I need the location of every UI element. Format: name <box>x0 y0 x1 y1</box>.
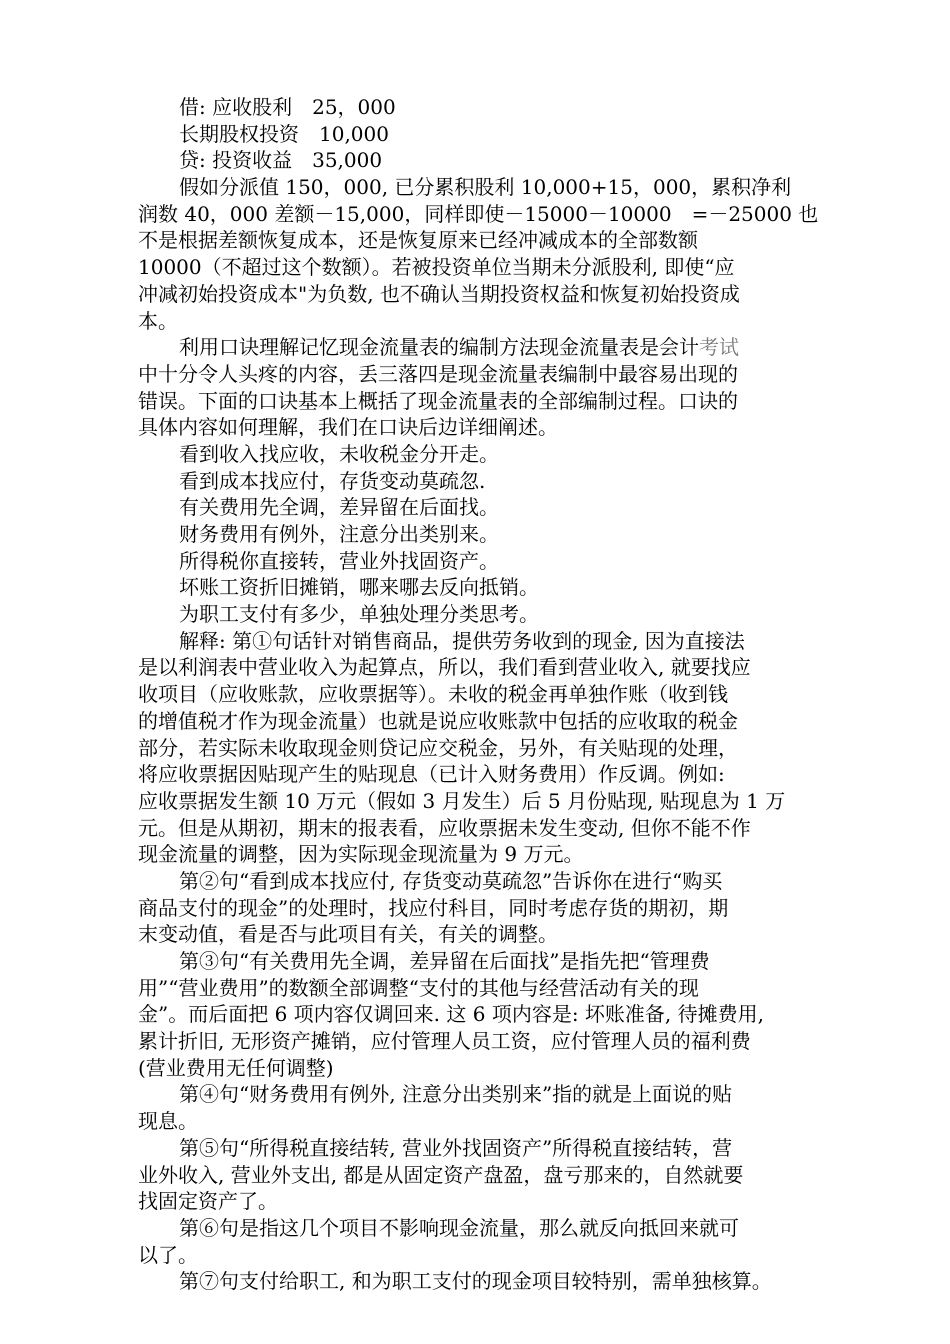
text-line-content: 坏账工资折旧摊销，哪来哪去反向抵销。 <box>179 575 539 600</box>
text-line-content: 本。 <box>138 308 178 333</box>
text-line <box>138 1242 818 1269</box>
text-line-content: 找固定资产了。 <box>138 1189 278 1214</box>
text-line <box>138 334 818 361</box>
text-line <box>138 681 818 708</box>
text-line <box>138 281 818 308</box>
text-line-content: 润数 40，000 差额－15,000，同样即使－15000－10000 =－25000 也 <box>138 201 819 226</box>
text-line <box>138 735 818 762</box>
text-line <box>138 1135 818 1162</box>
text-line <box>138 201 818 228</box>
text-line-content: 冲减初始投资成本"为负数, 也不确认当期投资权益和恢复初始投资成 <box>138 281 740 306</box>
text-line <box>138 1188 818 1215</box>
text-line <box>138 815 818 842</box>
text-line-content: 第③句“有关费用先全调，差异留在后面找”是指先把“管理费 <box>179 949 710 973</box>
text-line-content: 现金流量的调整，因为实际现金现流量为 9 万元。 <box>138 842 584 867</box>
text-line <box>138 388 818 415</box>
text-line <box>138 361 818 388</box>
text-line-content: 用”“营业费用”的数额全部调整“支付的其他与经营活动有关的现 <box>138 975 699 1000</box>
text-line <box>138 574 818 601</box>
text-line-content: 累计折旧, 无形资产摊销，应付管理人员工资，应付管理人员的福利费 <box>138 1029 751 1054</box>
text-line-content: 所得税你直接转，营业外找固资产。 <box>179 548 499 573</box>
text-line <box>138 308 818 335</box>
text-line <box>138 601 818 628</box>
text-line-content: 看到成本找应付，存货变动莫疏忽. <box>179 468 486 493</box>
text-line-content: 现息。 <box>138 1109 198 1134</box>
text-line <box>138 1028 818 1055</box>
text-line-content: 是以利润表中营业收入为起算点，所以，我们看到营业收入, 就要找应 <box>138 655 751 680</box>
text-line <box>138 94 818 121</box>
text-line-content: 第④句“财务费用有例外, 注意分出类别来”指的就是上面说的贴 <box>179 1082 733 1107</box>
text-line-content: 部分，若实际未收取现金则贷记应交税金，另外，有关贴现的处理， <box>138 735 738 760</box>
text-line-content: 解释: 第①句话针对销售商品，提供劳务收到的现金, 因为直接法 <box>179 628 745 653</box>
text-line-content: 财务费用有例外，注意分出类别来。 <box>179 522 499 546</box>
text-line-content: 业外收入, 营业外支出, 都是从固定资产盘盈，盘亏那来的，自然就要 <box>138 1162 744 1187</box>
document-body <box>138 94 818 1295</box>
text-line <box>138 628 818 655</box>
text-line-content: 为职工支付有多少，单独处理分类思考。 <box>179 602 539 627</box>
text-line-content: 中十分令人头疼的内容，丢三落四是现金流量表编制中最容易出现的 <box>138 361 738 386</box>
text-line-content: 应收票据发生额 10 万元（假如 3 月发生）后 5 月份贴现, 贴现息为 1 万 <box>138 788 786 813</box>
text-line-content: 不是根据差额恢复成本，还是恢复原来已经冲减成本的全部数额 <box>138 228 698 253</box>
text-line-content: 借: 应收股利 25，000 <box>179 95 396 119</box>
text-line <box>138 121 818 148</box>
text-line <box>138 548 818 575</box>
text-line <box>138 788 818 815</box>
text-line <box>138 895 818 922</box>
text-line <box>138 441 818 468</box>
text-line <box>138 468 818 495</box>
text-line <box>138 1108 818 1135</box>
text-line <box>138 494 818 521</box>
text-line <box>138 1268 818 1295</box>
text-line-content: 看到收入找应收，未收税金分开走。 <box>179 441 499 466</box>
text-line <box>138 1215 818 1242</box>
text-line-content: 金”。而后面把 6 项内容仅调回来. 这 6 项内容是: 坏账准备, 待摊费用, <box>138 1002 764 1027</box>
text-line <box>138 174 818 201</box>
text-line-content: 以了。 <box>138 1242 198 1267</box>
text-line-content: 将应收票据因贴现产生的贴现息（已计入财务费用）作反调。例如: <box>138 762 725 787</box>
text-line-content: 有关费用先全调，差异留在后面找。 <box>179 495 499 520</box>
text-line-content: 第⑤句“所得税直接结转, 营业外找固资产”所得税直接结转，营 <box>179 1135 733 1160</box>
text-line <box>138 414 818 441</box>
text-line-content: 利用口诀理解记忆现金流量表的编制方法现金流量表是会计 <box>179 335 699 360</box>
text-line-content: 元。但是从期初，期末的报表看，应收票据未发生变动, 但你不能不作 <box>138 815 751 840</box>
text-line <box>138 254 818 281</box>
text-line <box>138 921 818 948</box>
text-line <box>138 1162 818 1189</box>
text-line-content: 末变动值，看是否与此项目有关，有关的调整。 <box>138 922 558 947</box>
text-line-content: 10000（不超过这个数额）。若被投资单位当期未分派股利, 即使“应 <box>138 255 735 280</box>
text-line-content: 收项目（应收账款，应收票据等）。未收的税金再单独作账（收到钱 <box>138 682 728 707</box>
text-line <box>138 147 818 174</box>
text-line-content: 的增值税才作为现金流量）也就是说应收账款中包括的应收取的税金 <box>138 708 738 733</box>
text-line-content: 具体内容如何理解，我们在口诀后边详细阐述。 <box>138 415 558 440</box>
text-line-faded-suffix: 考试 <box>699 335 739 360</box>
text-line <box>138 1055 818 1082</box>
text-line-content: 第⑦句支付给职工, 和为职工支付的现金项目较特别，需单独核算。 <box>179 1269 772 1294</box>
text-line <box>138 948 818 975</box>
text-line-content: 长期股权投资 10,000 <box>179 121 389 146</box>
text-line-content: (营业费用无任何调整) <box>138 1055 334 1080</box>
text-line <box>138 761 818 788</box>
text-line <box>138 708 818 735</box>
text-line <box>138 841 818 868</box>
text-line-content: 假如分派值 150，000, 已分累积股利 10,000+15，000，累积净利 <box>179 175 792 200</box>
text-line <box>138 1001 818 1028</box>
text-line <box>138 1081 818 1108</box>
text-line-content: 错误。下面的口诀基本上概括了现金流量表的全部编制过程。口诀的 <box>138 388 738 413</box>
text-line-content: 第②句“看到成本找应付, 存货变动莫疏忽”告诉你在进行“购买 <box>179 868 723 893</box>
text-line <box>138 975 818 1002</box>
text-line <box>138 868 818 895</box>
text-line <box>138 521 818 548</box>
text-line <box>138 227 818 254</box>
text-line <box>138 654 818 681</box>
text-line-content: 商品支付的现金”的处理时，找应付科目，同时考虑存货的期初，期 <box>138 895 729 920</box>
text-line-content: 第⑥句是指这几个项目不影响现金流量，那么就反向抵回来就可 <box>179 1215 739 1240</box>
text-line-content: 贷: 投资收益 35,000 <box>179 148 383 173</box>
